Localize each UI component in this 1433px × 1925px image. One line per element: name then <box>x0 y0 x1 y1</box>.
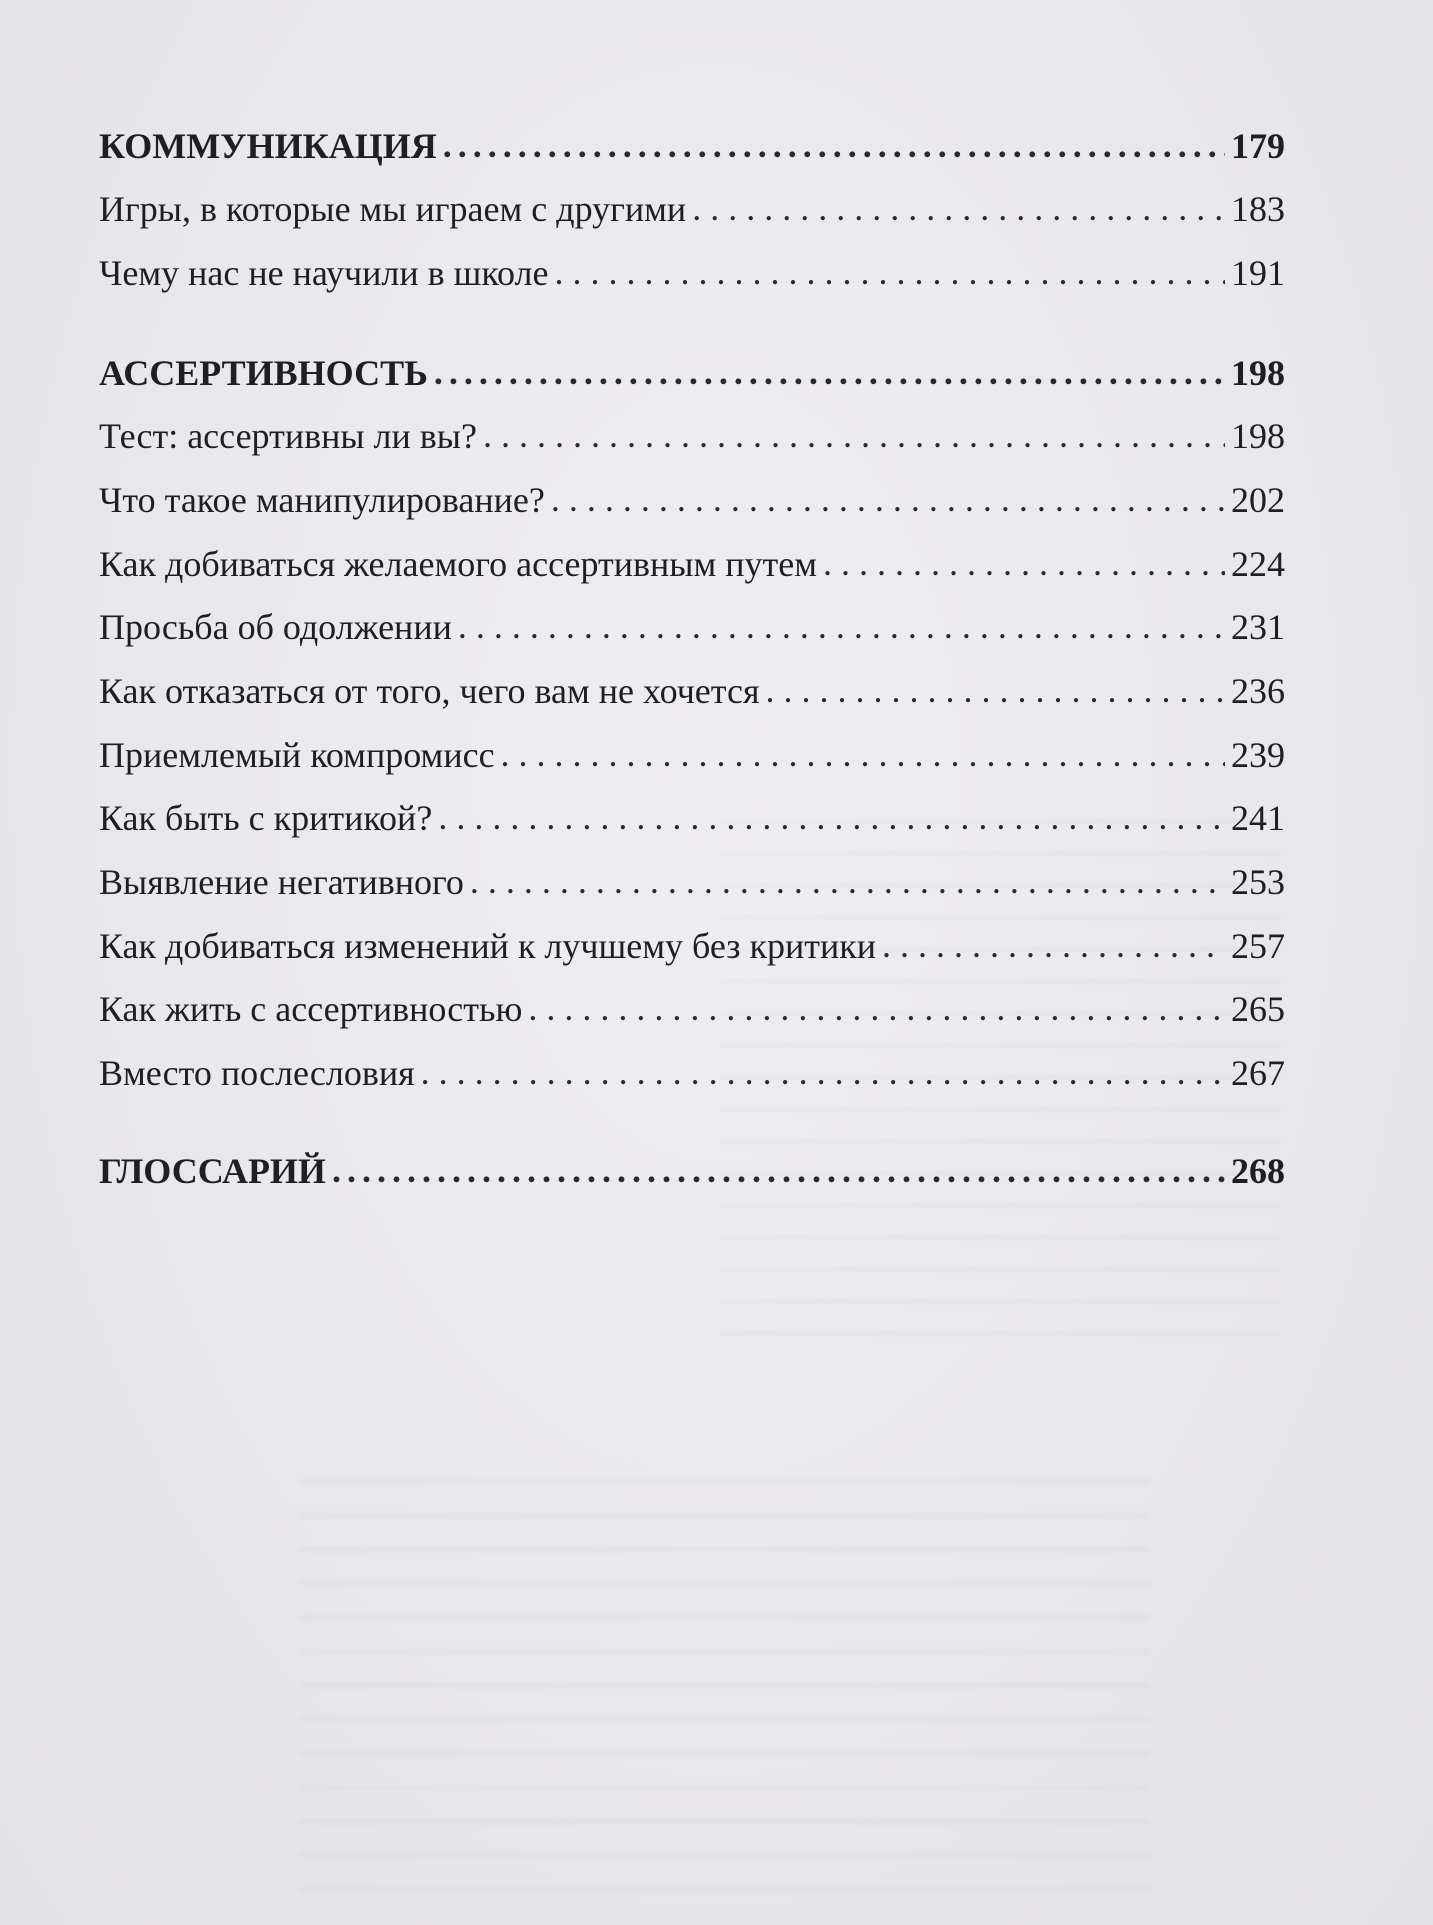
toc-entry-title: Как отказаться от того, чего вам не хочется <box>99 671 760 711</box>
toc-entry-title: Как добиваться желаемого ассертивным путем <box>99 544 817 584</box>
toc-page-number: 241 <box>1231 798 1285 838</box>
toc-page-number: 202 <box>1231 480 1285 520</box>
dot-leader <box>470 863 1225 899</box>
toc-entry-row <box>99 928 1285 964</box>
toc-entry-title: Чему нас не научили в школе <box>99 253 549 293</box>
toc-entry-title: Тест: ассертивны ли вы? <box>99 416 477 456</box>
toc-page-number: 179 <box>1231 126 1285 166</box>
dot-leader <box>483 417 1225 453</box>
toc-entry-row <box>99 864 1285 900</box>
toc-entry-row <box>99 191 1285 227</box>
show-through-text <box>300 1480 1150 1900</box>
toc-page-number: 231 <box>1231 607 1285 647</box>
toc-entry-row <box>99 673 1285 709</box>
toc-entry-row <box>99 609 1285 645</box>
dot-leader <box>555 254 1226 290</box>
dot-leader <box>766 672 1226 708</box>
dot-leader <box>692 190 1225 226</box>
toc-entry-title: Просьба об одолжении <box>99 607 452 647</box>
toc-entry-title: Как добиваться изменений к лучшему без критики <box>99 926 876 966</box>
toc-entry-row <box>99 255 1285 291</box>
dot-leader <box>551 481 1225 517</box>
dot-leader <box>443 127 1225 163</box>
dot-leader <box>421 1054 1225 1090</box>
toc-entry-row <box>99 800 1285 836</box>
toc-entry-title: Выявление негативного <box>99 862 464 902</box>
toc-entry-row <box>99 737 1285 773</box>
toc-page-number: 257 <box>1231 926 1285 966</box>
dot-leader <box>434 354 1225 390</box>
dot-leader <box>528 990 1225 1026</box>
dot-leader <box>882 927 1225 963</box>
dot-leader <box>458 608 1225 644</box>
toc-section-row <box>99 355 1285 391</box>
toc-page-number: 267 <box>1231 1053 1285 1093</box>
toc-entry-title: Приемлемый компромисс <box>99 735 495 775</box>
toc-entry-title: Как жить с ассертивностью <box>99 989 523 1029</box>
toc-section-title: ГЛОССАРИЙ <box>99 1151 326 1191</box>
toc-entry-title: Что такое манипулирование? <box>99 480 545 520</box>
dot-leader <box>332 1152 1225 1188</box>
toc-page-number: 198 <box>1231 353 1285 393</box>
toc-entry-title: Как быть с критикой? <box>99 798 433 838</box>
toc-page-number: 236 <box>1231 671 1285 711</box>
toc-entry-row <box>99 418 1285 454</box>
toc-entry-row <box>99 546 1285 582</box>
dot-leader <box>823 545 1225 581</box>
toc-section-row <box>99 128 1285 164</box>
toc-entry-title: Вместо послесловия <box>99 1053 415 1093</box>
toc-page-number: 253 <box>1231 862 1285 902</box>
toc-section-row <box>99 1153 1285 1189</box>
toc-entry-title: Игры, в которые мы играем с другими <box>99 189 687 229</box>
toc-page-number: 198 <box>1231 416 1285 456</box>
toc-section-title: КОММУНИКАЦИЯ <box>99 126 437 166</box>
toc-entry-row <box>99 482 1285 518</box>
toc-section-title: АССЕРТИВНОСТЬ <box>99 353 428 393</box>
dot-leader <box>438 799 1225 835</box>
toc-page-number: 191 <box>1231 253 1285 293</box>
toc-page-number: 268 <box>1231 1151 1285 1191</box>
toc-page-number: 183 <box>1231 189 1285 229</box>
toc-entry-row <box>99 991 1285 1027</box>
toc-entry-row <box>99 1055 1285 1091</box>
dot-leader <box>501 736 1225 772</box>
toc-page-number: 239 <box>1231 735 1285 775</box>
toc-page-number: 224 <box>1231 544 1285 584</box>
toc-page-number: 265 <box>1231 989 1285 1029</box>
